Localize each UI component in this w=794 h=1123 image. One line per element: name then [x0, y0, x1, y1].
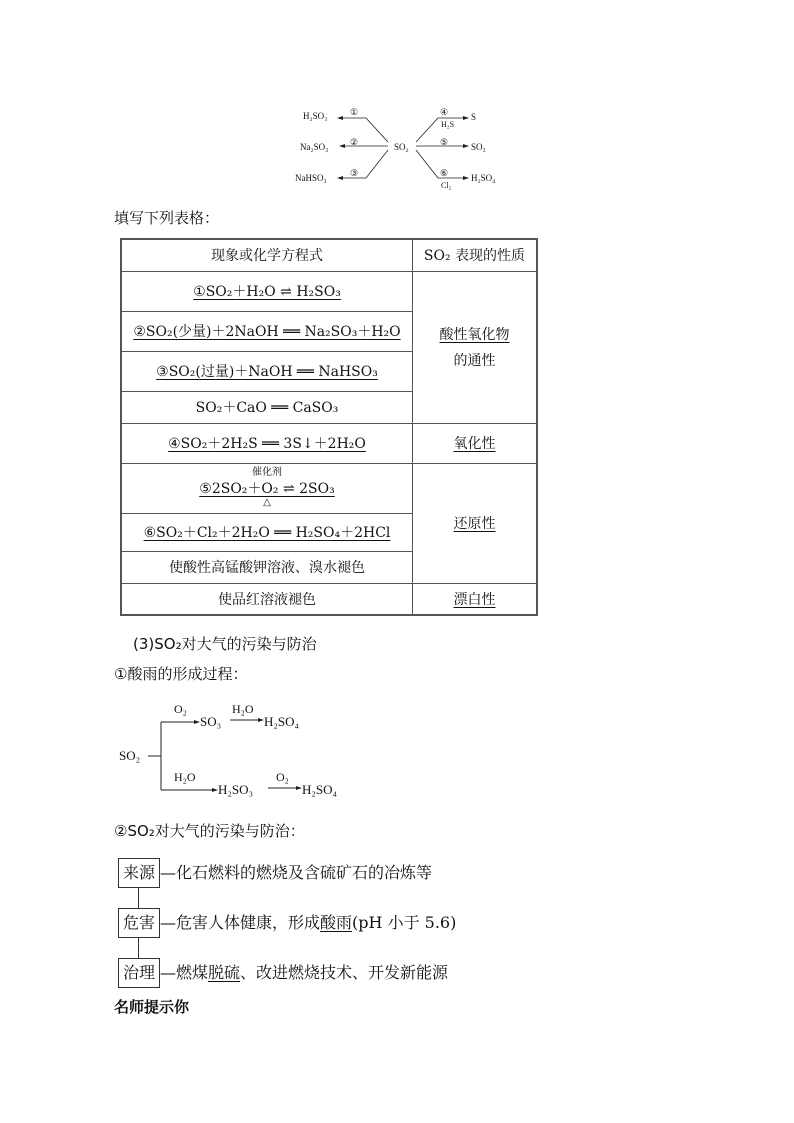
table-row: ⑥SO₂＋Cl₂＋2H₂O ══ H₂SO₄＋2HCl: [121, 513, 413, 551]
diagram-product-1: H₂SO₃: [303, 111, 328, 121]
diagram-arrows: [290, 102, 520, 192]
acid-rain-diagram: [116, 700, 376, 805]
diagram-product-5: SO₃: [471, 142, 486, 152]
property-cell-acidic: 酸性氧化物 的通性: [413, 271, 538, 423]
fill-table-label: 填写下列表格：: [114, 209, 220, 227]
pollution-label-source: 来源: [118, 858, 160, 888]
pollution-treatment-row: 治理 —燃煤脱硫、改进燃烧技术、开发新能源: [118, 958, 456, 988]
pollution-title: ②SO₂对大气的污染与防治：: [114, 822, 305, 840]
acid-rain-start: SO₂: [119, 748, 141, 763]
acid-rain-arrows: [116, 700, 376, 805]
table-header-equation: 现象或化学方程式: [121, 239, 413, 271]
pollution-label-harm: 危害: [118, 908, 160, 938]
pollution-chain: [118, 858, 456, 988]
acid-rain-top-product-1: SO₃: [200, 714, 222, 729]
acid-rain-bottom-reagent-1: H₂O: [174, 770, 196, 784]
table-row: 催化剂 ⑤2SO₂＋O₂ ⇌ 2SO₃ △: [121, 463, 413, 513]
diagram-center: SO₂: [394, 142, 409, 152]
diagram-product-4: S: [471, 112, 477, 122]
table-row: 使品红溶液褪色: [121, 583, 413, 615]
table-row: 使酸性高锰酸钾溶液、溴水褪色: [121, 551, 413, 583]
diagram-num-3: ③: [350, 168, 359, 178]
diagram-num-1: ①: [350, 107, 359, 117]
table-row: SO₂＋CaO ══ CaSO₃: [121, 391, 413, 423]
table-row: ②SO₂(少量)＋2NaOH ══ Na₂SO₃＋H₂O: [121, 311, 413, 351]
diagram-product-6: H₂SO₄: [471, 173, 496, 183]
pollution-label-treatment: 治理: [118, 958, 160, 988]
pollution-source-row: 来源 —化石燃料的燃烧及含硫矿石的冶炼等: [118, 858, 456, 888]
diagram-num-4: ④: [440, 107, 449, 117]
diagram-reagent-4: H₂S: [441, 120, 455, 129]
tip-title: 名师提示你: [114, 998, 190, 1016]
diagram-num-5: ⑤: [440, 137, 449, 147]
table-row: ①SO₂＋H₂O ⇌ H₂SO₃: [121, 271, 413, 311]
pollution-harm-row: 危害 —危害人体健康，形成酸雨(pH 小于 5.6): [118, 908, 456, 938]
acid-rain-bottom-reagent-2: O₂: [276, 770, 289, 784]
acid-rain-bottom-product-1: H₂SO₃: [218, 782, 254, 797]
property-cell-reducing: 还原性: [413, 463, 538, 583]
chain-connector: [138, 888, 456, 908]
acid-rain-top-reagent-1: O₂: [174, 702, 187, 716]
acid-rain-bottom-product-2: H₂SO₄: [302, 782, 338, 797]
acid-rain-top-reagent-2: H₂O: [232, 702, 254, 716]
section3-title: (3)SO₂对大气的污染与防治: [133, 635, 317, 653]
table-header-property: SO₂ 表现的性质: [413, 239, 538, 271]
diagram-num-2: ②: [350, 137, 359, 147]
table-row: ③SO₂(过量)＋NaOH ══ NaHSO₃: [121, 351, 413, 391]
diagram-product-2: Na₂SO₃: [300, 142, 329, 152]
diagram-num-6: ⑥: [440, 168, 449, 178]
property-cell-bleaching: 漂白性: [413, 583, 538, 615]
diagram-reagent-6: Cl₂: [441, 181, 452, 190]
acid-rain-title: ①酸雨的形成过程：: [114, 665, 248, 683]
reaction-diagram: [290, 102, 520, 192]
property-cell-oxidizing: 氧化性: [413, 423, 538, 463]
diagram-product-3: NaHSO₃: [295, 173, 327, 183]
table-row: ④SO₂＋2H₂S ══ 3S↓＋2H₂O: [121, 423, 413, 463]
chain-connector: [138, 938, 456, 958]
acid-rain-top-product-2: H₂SO₄: [264, 714, 300, 729]
so2-property-table: [120, 238, 538, 616]
